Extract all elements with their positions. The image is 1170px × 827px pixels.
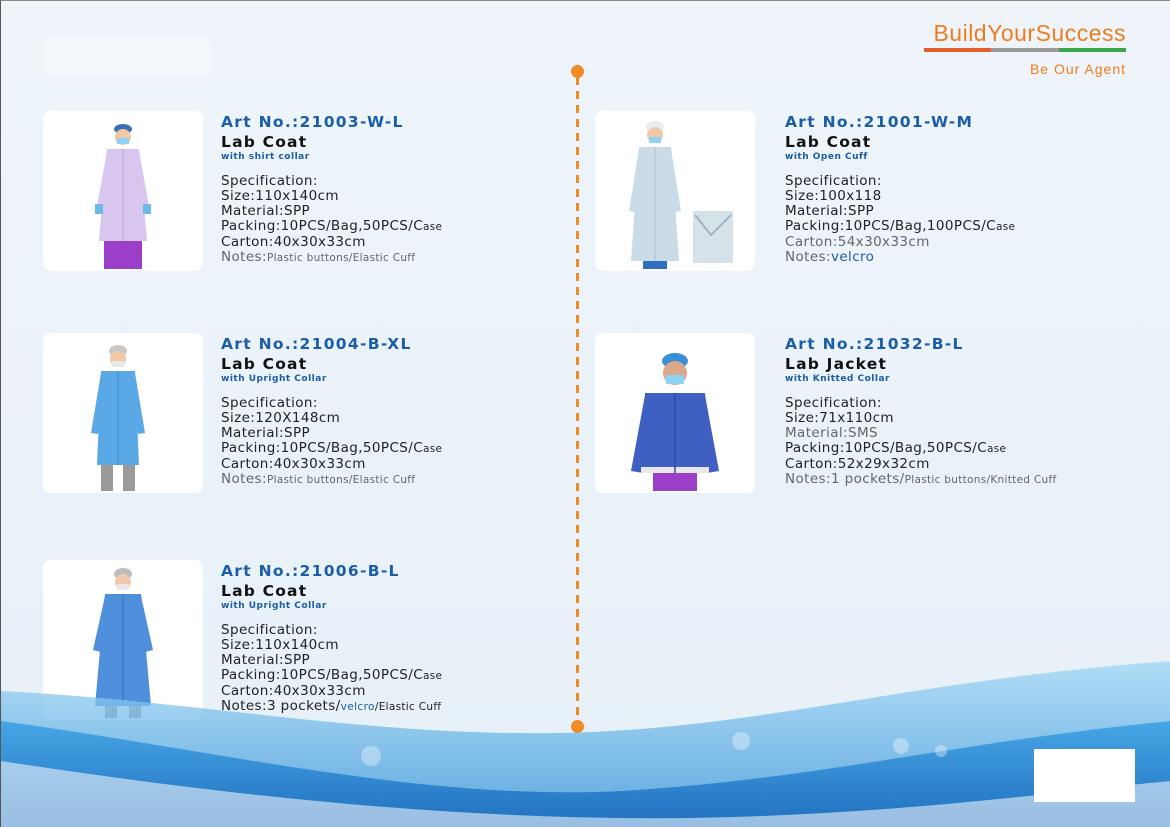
product-name: Lab Jacket <box>785 355 888 373</box>
product-card-21001[interactable] <box>595 111 1135 276</box>
spec-packing-main: Packing:10PCS/Bag,50PCS/C <box>221 218 424 234</box>
spec-packing-tail: ase <box>987 443 1007 455</box>
spec-packing-main: Packing:10PCS/Bag,50PCS/C <box>785 440 988 456</box>
brand-bar-green <box>1059 48 1126 52</box>
faded-logo <box>45 37 211 77</box>
spec-notes <box>785 472 1145 488</box>
product-details <box>785 335 1145 488</box>
spec-material: Material:SPP <box>221 652 311 668</box>
spec-packing <box>221 219 581 235</box>
notes-label: Notes: <box>785 471 831 487</box>
notes-value-b: Plastic buttons/Knitted Cuff <box>904 474 1057 486</box>
notes-value-a: 1 pockets/ <box>830 471 905 487</box>
notes-value: velcro <box>830 249 875 265</box>
art-number: Art No.:21004-B-XL <box>221 335 412 353</box>
notes-label: Notes: <box>221 471 267 487</box>
product-photo <box>43 111 203 271</box>
spec-carton: Carton:52x29x32cm <box>785 456 930 472</box>
product-subtitle: with Knitted Collar <box>785 374 890 384</box>
spec-material: Material:SPP <box>221 425 311 441</box>
art-number: Art No.:21032-B-L <box>785 335 964 353</box>
lab-coat-figure-icon <box>43 333 203 493</box>
spec-notes <box>221 250 581 266</box>
product-details <box>221 113 581 266</box>
product-details <box>785 113 1145 265</box>
spec-material: Material:SMS <box>785 425 878 441</box>
notes-label: Notes: <box>221 698 267 714</box>
notes-value-c: /Elastic Cuff <box>374 701 442 713</box>
lab-coat-figure-icon <box>595 111 755 271</box>
spec-packing-tail: ase <box>423 221 443 233</box>
spec-label: Specification: <box>221 622 318 638</box>
product-card-21003[interactable] <box>43 111 583 276</box>
brand-color-bar <box>924 48 1126 52</box>
spec-notes <box>785 250 1145 265</box>
decorative-wave <box>1 601 1170 827</box>
art-number: Art No.:21006-B-L <box>221 562 400 580</box>
brand-bar-gray <box>991 48 1058 52</box>
spec-packing-main: Packing:10PCS/Bag,50PCS/C <box>221 667 424 683</box>
product-name: Lab Coat <box>221 355 308 373</box>
art-number: Art No.:21003-W-L <box>221 113 404 131</box>
product-name: Lab Coat <box>221 133 308 151</box>
spec-label: Specification: <box>221 395 318 411</box>
spec-packing <box>785 441 1145 457</box>
brand-title: BuildYourSuccess <box>933 20 1126 46</box>
lab-jacket-figure-icon <box>595 333 755 493</box>
product-subtitle: with shirt collar <box>221 152 310 162</box>
product-card-21032[interactable] <box>595 333 1135 498</box>
spec-size: Size:110x140cm <box>221 637 339 653</box>
spec-size: Size:120X148cm <box>221 410 341 426</box>
art-number: Art No.:21001-W-M <box>785 113 974 131</box>
product-card-21004[interactable] <box>43 333 583 498</box>
spec-packing-tail: ase <box>423 443 443 455</box>
product-name: Lab Coat <box>221 582 308 600</box>
spec-carton: Carton:40x30x33cm <box>221 234 366 250</box>
spec-material: Material:SPP <box>785 203 875 219</box>
spec-size: Size:100x118 <box>785 188 882 204</box>
brand-bar-orange <box>924 48 991 52</box>
spec-label: Specification: <box>221 173 318 189</box>
notes-value-b: velcro <box>340 701 375 713</box>
product-photo <box>43 333 203 493</box>
spec-packing-main: Packing:10PCS/Bag,50PCS/C <box>221 440 424 456</box>
notes-value: Plastic buttons/Elastic Cuff <box>266 252 416 264</box>
spec-packing-tail: ase <box>423 670 443 682</box>
product-subtitle: with Open Cuff <box>785 152 868 162</box>
white-label-box <box>1034 749 1135 802</box>
notes-label: Notes: <box>785 249 831 265</box>
spec-packing <box>785 219 1145 235</box>
lab-coat-figure-icon <box>43 111 203 271</box>
spec-carton: Carton:54x30x33cm <box>785 234 930 250</box>
product-photo <box>595 111 755 271</box>
spec-carton: Carton:40x30x33cm <box>221 683 366 699</box>
spec-carton: Carton:40x30x33cm <box>221 456 366 472</box>
product-subtitle: with Upright Collar <box>221 601 327 611</box>
spec-packing-tail: ase <box>996 221 1016 233</box>
product-name: Lab Coat <box>785 133 872 151</box>
product-photo <box>595 333 755 493</box>
notes-value-a: 3 pockets/ <box>266 698 341 714</box>
spec-label: Specification: <box>785 173 882 189</box>
spec-material: Material:SPP <box>221 203 311 219</box>
spec-size: Size:71x110cm <box>785 410 894 426</box>
spec-packing-main: Packing:10PCS/Bag,100PCS/C <box>785 218 997 234</box>
brand-logo <box>924 19 1126 77</box>
spec-notes <box>221 472 581 488</box>
notes-value: Plastic buttons/Elastic Cuff <box>266 474 416 486</box>
product-subtitle: with Upright Collar <box>221 374 327 384</box>
notes-label: Notes: <box>221 249 267 265</box>
spec-packing <box>221 441 581 457</box>
spec-size: Size:110x140cm <box>221 188 339 204</box>
product-details <box>221 335 581 488</box>
spec-label: Specification: <box>785 395 882 411</box>
brand-subtitle: Be Our Agent <box>1029 61 1126 77</box>
